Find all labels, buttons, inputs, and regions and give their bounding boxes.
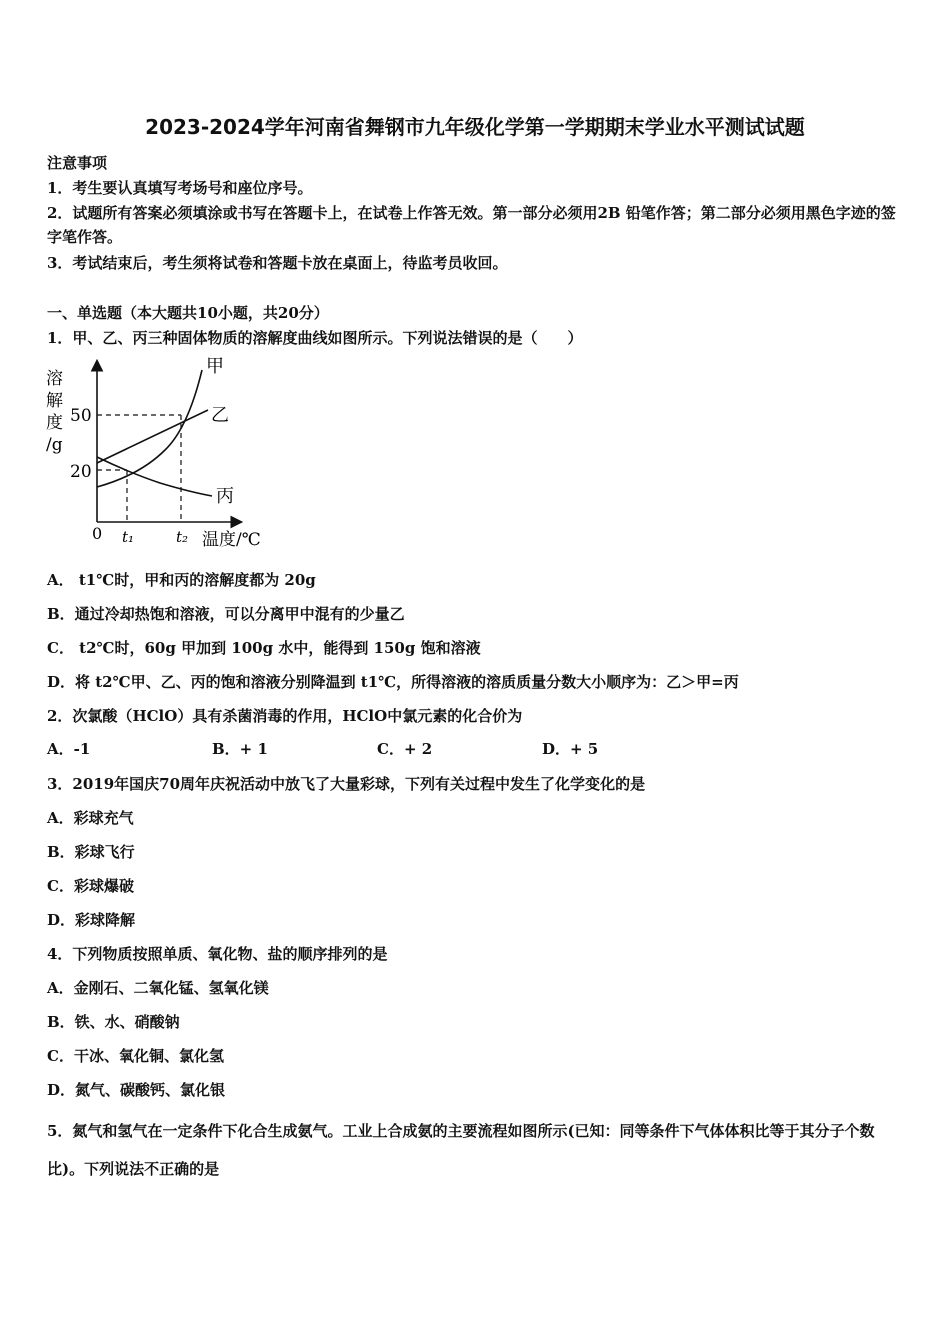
- y-tick-20: 20: [70, 462, 92, 482]
- q4-option-a: A．金刚石、二氧化锰、氢氧化镁: [47, 979, 269, 997]
- notice-heading: 注意事项: [47, 154, 108, 172]
- y-label-2: 解: [46, 391, 63, 411]
- q1-option-d: D．将 t2℃甲、乙、丙的饱和溶液分别降温到 t1℃，所得溶液的溶质质量分数大小顺序为：乙＞甲=丙: [47, 673, 739, 691]
- q2-stem: 2．次氯酸（HClO）具有杀菌消毒的作用，HClO中氯元素的化合价为: [47, 707, 523, 725]
- notice-item-3: 3．考试结束后，考生须将试卷和答题卡放在桌面上，待监考员收回。: [47, 254, 508, 272]
- y-label-1: 溶: [46, 369, 63, 389]
- q4-option-c: C．干冰、氧化铜、氯化氢: [47, 1047, 224, 1065]
- q2-option-b: B．+ 1: [212, 740, 268, 758]
- page-title: 2023-2024学年河南省舞钢市九年级化学第一学期期末学业水平测试试题: [145, 115, 805, 139]
- notice-item-2: 2．试题所有答案必须填涂或书写在答题卡上，在试卷上作答无效。第一部分必须用2B 铅笔作答；第二部分必须用黑色字迹的签字笔作答。: [47, 204, 896, 246]
- section-heading: 一、单选题（本大题共10小题，共20分）: [47, 304, 329, 322]
- y-label-4: /g: [46, 435, 63, 455]
- q3-option-c: C．彩球爆破: [47, 877, 134, 895]
- series-label-jia: 甲: [206, 356, 224, 377]
- q3-stem: 3．2019年国庆70周年庆祝活动中放飞了大量彩球，下列有关过程中发生了化学变化的是: [47, 775, 646, 793]
- q5-stem: 5．氮气和氢气在一定条件下化合生成氨气。工业上合成氨的主要流程如图所示(已知：同等条件下气体体积比等于其分子个数比)。下列说法不正确的是: [47, 1122, 875, 1178]
- solubility-graph: [40, 350, 270, 555]
- q4-stem: 4．下列物质按照单质、氧化物、盐的顺序排列的是: [47, 945, 388, 963]
- q1-option-a: A． t1℃时，甲和丙的溶解度都为 20g: [47, 571, 316, 589]
- curve-bing: [97, 457, 212, 496]
- y-tick-50: 50: [70, 406, 92, 426]
- q1-option-c: C． t2℃时，60g 甲加到 100g 水中，能得到 150g 饱和溶液: [47, 639, 481, 657]
- series-label-yi: 乙: [211, 405, 229, 426]
- q4-option-d: D．氮气、碳酸钙、氯化银: [47, 1081, 226, 1099]
- q3-option-d: D．彩球降解: [47, 911, 136, 929]
- notice-item-1: 1．考生要认真填写考场号和座位序号。: [47, 179, 313, 197]
- q2-option-c: C．+ 2: [377, 740, 433, 758]
- q3-option-a: A．彩球充气: [47, 809, 134, 827]
- curve-jia: [97, 370, 202, 487]
- q1-option-b: B．通过冷却热饱和溶液，可以分离甲中混有的少量乙: [47, 605, 405, 623]
- x-tick-t1: t₁: [122, 528, 135, 546]
- q2-option-d: D．+ 5: [542, 740, 599, 758]
- q4-option-b: B．铁、水、硝酸钠: [47, 1013, 180, 1031]
- origin-label: 0: [92, 524, 103, 543]
- curve-yi: [97, 410, 208, 463]
- q3-option-b: B．彩球飞行: [47, 843, 135, 861]
- x-tick-t2: t₂: [176, 528, 189, 546]
- q2-option-a: A．-1: [47, 740, 91, 758]
- series-label-bing: 丙: [216, 486, 234, 507]
- y-label-3: 度: [46, 413, 63, 433]
- x-label: 温度/℃: [202, 530, 261, 550]
- q1-stem: 1．甲、乙、丙三种固体物质的溶解度曲线如图所示。下列说法错误的是（ ）: [47, 329, 583, 347]
